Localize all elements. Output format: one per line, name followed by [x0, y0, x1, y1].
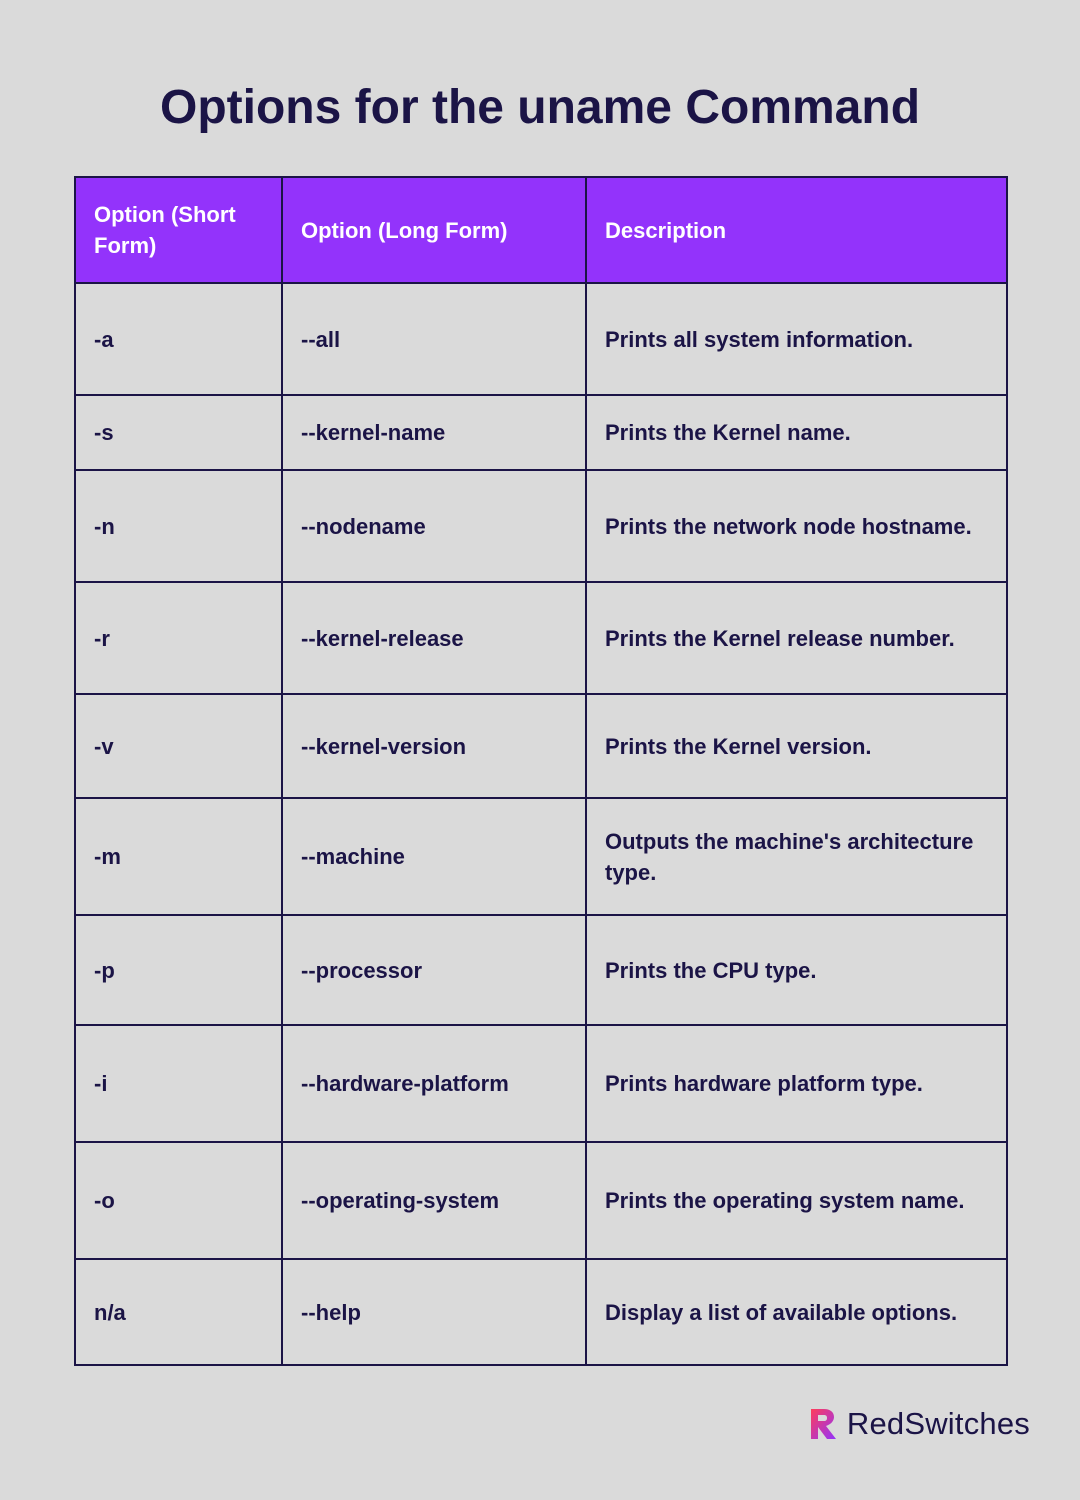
cell-long: --hardware-platform: [282, 1025, 586, 1142]
cell-short: -m: [75, 798, 282, 915]
cell-description: Prints all system information.: [586, 283, 1007, 395]
table-row: [75, 582, 1007, 694]
cell-long: --all: [282, 283, 586, 395]
header-description: Description: [586, 177, 1007, 283]
cell-long: --nodename: [282, 470, 586, 582]
cell-short: -p: [75, 915, 282, 1025]
cell-description: Prints the Kernel release number.: [586, 582, 1007, 694]
brand-logo: [807, 1406, 1030, 1442]
cell-long: --kernel-release: [282, 582, 586, 694]
cell-short: -v: [75, 694, 282, 798]
table-row: [75, 1142, 1007, 1259]
table-header-row: [75, 177, 1007, 283]
cell-short: -s: [75, 395, 282, 470]
cell-long: --help: [282, 1259, 586, 1365]
cell-description: Prints the Kernel name.: [586, 395, 1007, 470]
page-title: Options for the uname Command: [159, 81, 921, 134]
cell-short: -r: [75, 582, 282, 694]
cell-description: Prints hardware platform type.: [586, 1025, 1007, 1142]
cell-long: --machine: [282, 798, 586, 915]
table-row: [75, 694, 1007, 798]
cell-description: Prints the CPU type.: [586, 915, 1007, 1025]
table-row: [75, 283, 1007, 395]
redswitches-logo-icon: [807, 1406, 839, 1442]
cell-short: -o: [75, 1142, 282, 1259]
cell-short: -i: [75, 1025, 282, 1142]
table-row: [75, 915, 1007, 1025]
table-row: [75, 1259, 1007, 1365]
table-row: [75, 395, 1007, 470]
cell-description: Prints the Kernel version.: [586, 694, 1007, 798]
cell-long: --operating-system: [282, 1142, 586, 1259]
cell-description: Prints the operating system name.: [586, 1142, 1007, 1259]
cell-short: n/a: [75, 1259, 282, 1365]
header-long-form: Option (Long Form): [282, 177, 586, 283]
cell-short: -n: [75, 470, 282, 582]
cell-long: --kernel-version: [282, 694, 586, 798]
cell-long: --kernel-name: [282, 395, 586, 470]
table-row: [75, 470, 1007, 582]
cell-description: Outputs the machine's architecture type.: [586, 798, 1007, 915]
header-short-form: Option (Short Form): [75, 177, 282, 283]
table-row: [75, 1025, 1007, 1142]
options-table: [74, 176, 1008, 1366]
brand-name: RedSwitches: [846, 1406, 1030, 1441]
table-row: [75, 798, 1007, 915]
cell-long: --processor: [282, 915, 586, 1025]
cell-description: Prints the network node hostname.: [586, 470, 1007, 582]
cell-description: Display a list of available options.: [586, 1259, 1007, 1365]
cell-short: -a: [75, 283, 282, 395]
